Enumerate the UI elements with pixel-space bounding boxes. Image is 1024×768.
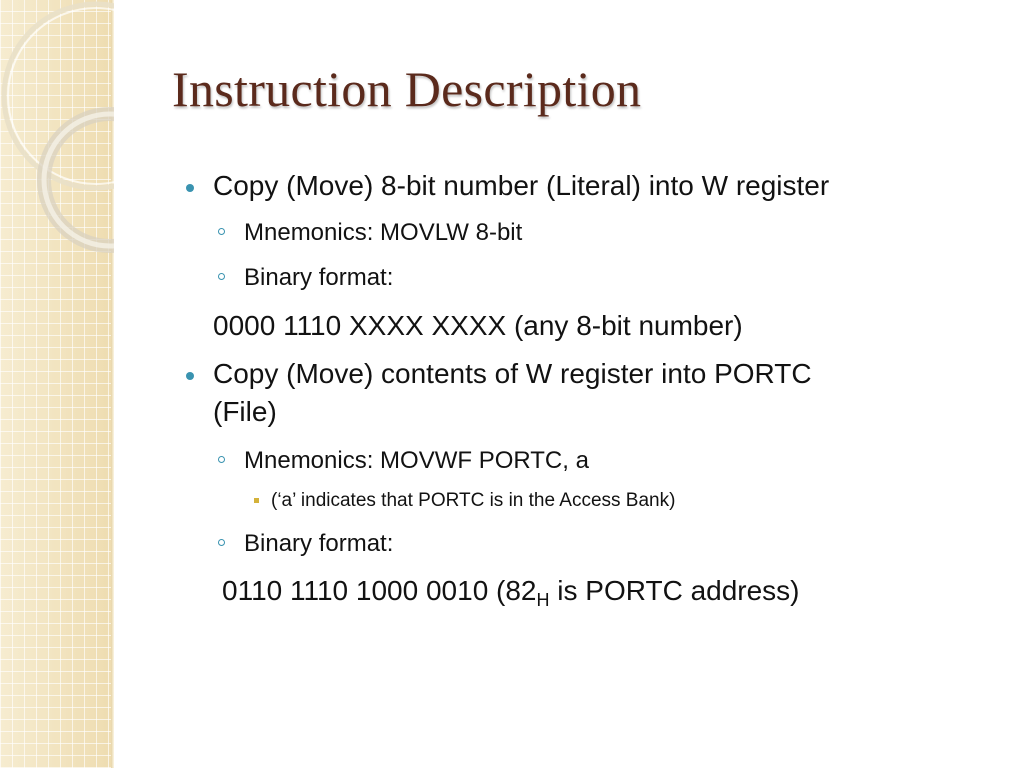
binary-text-after: is PORTC address) <box>549 575 800 606</box>
list-item: Mnemonics: MOVLW 8-bit <box>244 219 523 246</box>
list-item: Mnemonics: MOVWF PORTC, a <box>244 447 589 474</box>
list-item-continuation: (File) <box>213 396 277 427</box>
sub-bullet-circle <box>218 539 225 546</box>
list-item: Copy (Move) 8-bit number (Literal) into W register <box>213 170 830 201</box>
hex-subscript: H <box>536 590 550 610</box>
bullet-dot <box>186 372 194 380</box>
list-item: Binary format: <box>244 530 394 557</box>
bullet-dot <box>186 184 194 192</box>
binary-format-line: 0000 1110 XXXX XXXX (any 8-bit number) <box>213 310 743 341</box>
list-item: Copy (Move) contents of W register into PORTC <box>213 358 812 389</box>
sub-bullet-circle <box>218 456 225 463</box>
binary-format-line <box>222 575 800 610</box>
sub-bullet-circle <box>218 228 225 235</box>
slide-title: Instruction Description <box>172 61 642 117</box>
decorative-circles <box>0 0 114 260</box>
list-item: (‘a’ indicates that PORTC is in the Access Bank) <box>271 490 676 511</box>
sub-bullet-circle <box>218 273 225 280</box>
list-item: Binary format: <box>244 264 394 291</box>
sub-sub-bullet-square <box>254 498 259 503</box>
binary-text-before: 0110 1110 1000 0010 (82 <box>222 575 537 606</box>
